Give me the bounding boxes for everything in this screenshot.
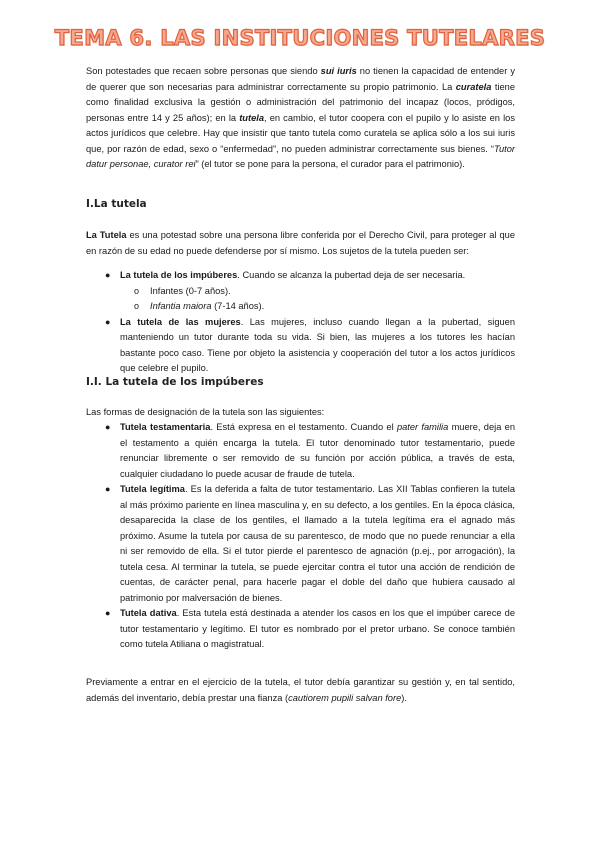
sublist-item-text: Infantes (0-7 años). <box>150 285 231 296</box>
intro-text-5: ” (el tutor se pone para la persona, el curador para el patrimonio). <box>195 159 465 169</box>
page-title: TEMA 6. LAS INSTITUCIONES TUTELARES <box>54 26 546 50</box>
section-heading-impuberes: I.I. La tutela de los impúberes <box>86 376 264 388</box>
intro-text-3: tiene como finalidad exclusiva la gestión o administración del patrimonio del incapaz (locos, pródigos, personas entre 14 y 25 años); en la <box>86 81 515 123</box>
list-item-text: . Las mujeres, incluso cuando llegan a la pubertad, siguen manteniendo un tutor durante toda su vida. Si bien, las mujeres a los tutores les hacían bastante poco caso. Tiene por objeto la asistencia y cooperación del tutor a los actos jurídicos que celebre el pupilo. <box>120 316 515 373</box>
section-heading-tutela: I.La tutela <box>86 198 147 210</box>
bullet-icon: ● <box>105 422 111 432</box>
list-item <box>86 420 515 482</box>
sublist-item-term: Infantia maiora <box>150 301 212 311</box>
intro-term-curatela: curatela <box>455 81 492 92</box>
list-item-text: . Esta tutela está destinada a atender los casos en los que el impúber carece de tutor testamentario y legítimo. El tutor es nombrado por el pretor urbano. Se conoce también como tutela Atiliana o magistratual. <box>120 608 516 649</box>
sublist-item <box>120 299 515 315</box>
designation-intro: Las formas de designación de la tutela son las siguientes: <box>86 407 325 417</box>
closing-text: Previamente a entrar en el ejercicio de la tutela, el tutor debía garantizar su gestión y, en tal sentido, además del inventario, debía prestar una fianza ( <box>86 677 515 703</box>
list-item-title: Tutela testamentaria <box>120 422 211 432</box>
list-item-text: . Cuando se alcanza la pubertad deja de ser necesaria. <box>237 270 466 280</box>
bullet-icon: ● <box>105 608 111 618</box>
bullet-icon: ● <box>105 270 111 280</box>
list-item <box>86 606 515 653</box>
bullet-icon: ● <box>105 484 111 494</box>
closing-latin-term: cautiorem pupili salvan fore <box>288 692 402 703</box>
closing-text-end: ). <box>401 692 407 703</box>
list-item <box>86 482 515 606</box>
intro-term-sui-iuris: sui iuris <box>320 66 357 76</box>
list-item-text: . Es la deferida a falta de tutor testamentario. Las XII Tablas confieren la tutela al más próximo pariente en línea masculina y, en su defecto, a los gentiles. En la época clásica, desaparecida la clase de los gentiles, el llamado a la tutela legítima era el agnado más próximo. Asume la tutela por causa de su parentesco, de modo que no puede renunciar a ella ni ser removido de ella. Si el tutor pierde el parentesco de agnación (p.ej., por arrogación), la tutela cesa. Al terminar la tutela, se puede ejercitar contra el tutor una acción de rendición de cuentas, de carácter penal, para hacerle pagar el doble del daño que hubiera causado al patrimonio por malversación de bienes. <box>120 484 516 603</box>
intro-text-4: , en cambio, el tutor coopera con el pupilo y lo asiste en los actos jurídicos que celebre. Hay que insistir que tanto tutela como curatela se aplica sólo a los sui iuris que, por razón de edad, sexo o “enfermedad”, no pueden administrar correctamente sus bienes. “ <box>86 112 515 154</box>
bullet-icon: ● <box>105 316 111 327</box>
list-item-title: Tutela legítima <box>120 484 185 494</box>
intro-text-1: Son potestades que recaen sobre personas que siendo <box>86 66 321 76</box>
sublist-item-text: (7-14 años). <box>211 301 265 311</box>
circle-bullet-icon: o <box>134 285 140 296</box>
intro-latin-quote: Tutor datur personae, curator rei <box>86 143 515 169</box>
intro-text-2: no tienen la capacidad de entender y de querer que son necesarias para administrar correctamente su propio patrimonio. La <box>86 66 515 92</box>
tutela-definition-text: es una potestad sobre una persona libre conferida por el Derecho Civil, para proteger al que en razón de su edad no puede defenderse por sí mismo. Los sujetos de la tutela pueden ser: <box>86 230 515 256</box>
designation-forms-list <box>86 420 515 653</box>
list-item-title: La tutela de los impúberes <box>120 270 238 280</box>
list-item-term: pater familia <box>396 422 449 432</box>
list-item-text: . Está expresa en el testamento. Cuando el <box>210 422 397 432</box>
list-item-text: muere, deja en el testamento a quién encarga la tutela. El tutor denominado tutor testamentario, puede renunciar libremente o ser removido de su función por acción pública, a través de esta, cualquier ciudadano lo puede acusar de fraude de tutela. <box>120 422 515 479</box>
circle-bullet-icon: o <box>134 301 140 311</box>
list-item-title: La tutela de las mujeres <box>120 316 241 327</box>
impuberes-sublist <box>120 284 515 315</box>
closing-paragraph <box>86 675 515 706</box>
intro-paragraph <box>86 64 515 173</box>
tutela-definition-paragraph <box>86 228 515 259</box>
list-item <box>86 315 515 377</box>
tutela-subjects-list <box>86 268 515 377</box>
list-item <box>86 268 515 315</box>
list-item-title: Tutela dativa <box>120 608 177 618</box>
sublist-item <box>120 284 515 300</box>
tutela-term: La Tutela <box>86 230 127 240</box>
intro-term-tutela: tutela <box>239 112 264 123</box>
